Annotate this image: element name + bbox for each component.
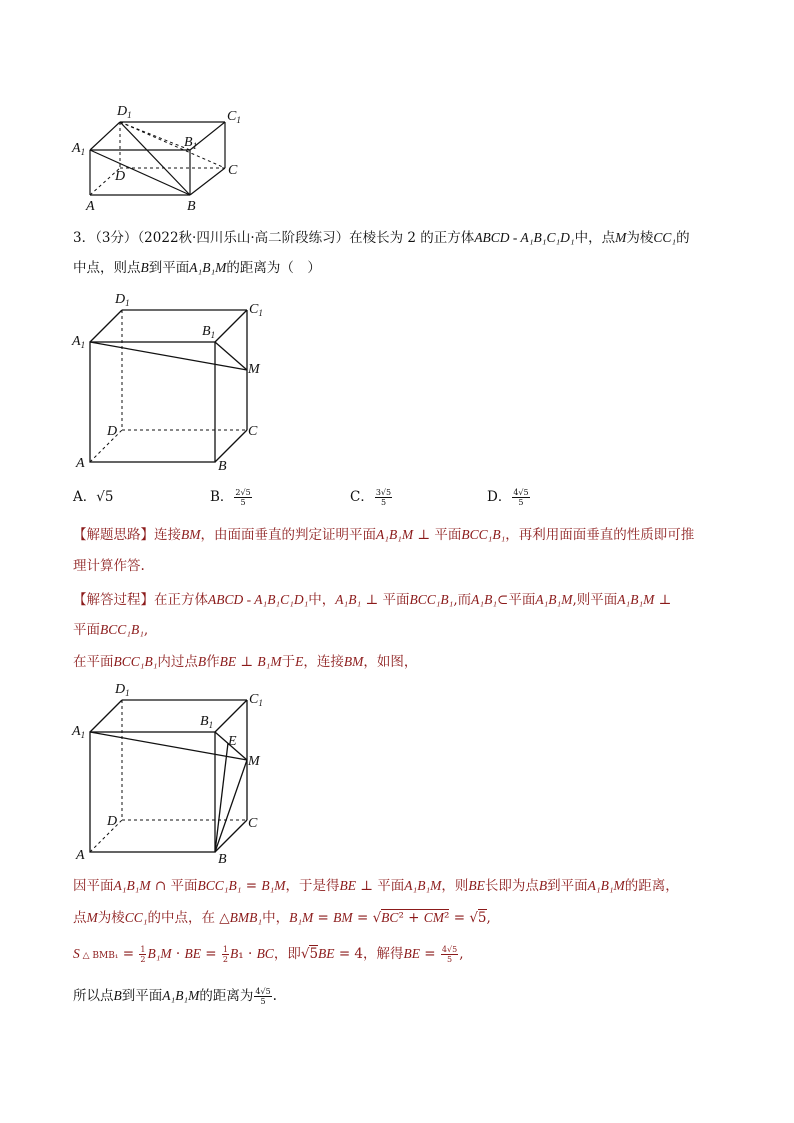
question-line-1: 3．（3分）（2022秋·四川乐山·高二阶段练习）在棱长为 2 的正方体ABCD - A₁B₁C₁D₁中，点M为棱CC₁的 xyxy=(73,230,690,246)
solution-process-line-7: 所以点B到平面A₁B₁M的距离为 $\frac{4√5}{5}$ . xyxy=(73,987,277,1006)
option-c[interactable]: C． $\frac{3√5}{5}$ xyxy=(350,488,392,507)
svg-text:B: B xyxy=(187,199,196,214)
svg-text:B1: $B_1$ xyxy=(184,135,198,151)
solution-process-line-4: 因平面A₁B₁M ∩ 平面BCC₁B₁ = B₁M，于是得BE ⊥ 平面A₁B₁M，则BE长即为点B到平面A₁B₁M的距离， xyxy=(73,878,679,894)
option-a[interactable]: A．√5 xyxy=(73,489,114,505)
svg-text:D1: $D_1$ xyxy=(115,682,130,698)
svg-text:D: D xyxy=(107,424,118,439)
solution-process-line-6: S △ BMB₁ = $\frac{1}{2}$ B₁M · BE = $\frac{1}{2}$ B₁ · BC，即√5BE = 4，解得BE = $\frac{4√5}{5}$ , xyxy=(73,945,464,964)
svg-text:D: D xyxy=(115,169,126,184)
solution-process-line-1: 【解答过程】在正方体ABCD - A₁B₁C₁D₁中，A₁B₁ ⊥ 平面BCC₁B₁,而A₁B₁⊂平面A₁B₁M,则平面A₁B₁M ⊥ xyxy=(73,592,672,608)
svg-text:C: C xyxy=(228,163,238,178)
svg-text:C1: $C_1$ xyxy=(249,692,263,708)
svg-text:A: A xyxy=(76,456,85,471)
svg-text:C1: $C_1$ xyxy=(227,109,241,125)
solution-process-line-2: 平面BCC₁B₁, xyxy=(73,622,149,638)
svg-text:B: B xyxy=(218,852,227,867)
svg-text:C1: $C_1$ xyxy=(249,302,263,318)
svg-text:D: D xyxy=(107,814,118,829)
svg-text:A1: $A_1$ xyxy=(72,724,86,740)
option-d[interactable]: D． $\frac{4√5}{5}$ xyxy=(487,488,529,507)
svg-text:C: C xyxy=(248,816,258,831)
svg-text:A: A xyxy=(86,199,95,214)
figure-cube-solution xyxy=(70,675,280,865)
figure-top-prism xyxy=(70,100,250,215)
svg-text:A1: $A_1$ xyxy=(72,334,86,350)
svg-text:A1: $A_1$ xyxy=(72,141,86,157)
solution-process-line-3: 在平面BCC₁B₁内过点B作BE ⊥ B₁M于E，连接BM，如图， xyxy=(73,654,418,670)
figure-cube-question xyxy=(70,285,280,475)
solution-idea-line-1: 【解题思路】连接BM，由面面垂直的判定证明平面A₁B₁M ⊥ 平面BCC₁B₁，再利用面面垂直的性质即可推 xyxy=(73,527,695,543)
solution-process-line-5: 点M为棱CC₁的中点，在 △BMB₁中，B₁M = BM = √BC² + CM² = √5, xyxy=(73,910,491,926)
solution-idea-line-2: 理计算作答. xyxy=(73,558,145,574)
svg-text:E: E xyxy=(228,734,237,749)
svg-text:C: C xyxy=(248,424,258,439)
option-b[interactable]: B． $\frac{2√5}{5}$ xyxy=(210,488,251,507)
svg-text:M: M xyxy=(248,362,260,377)
svg-text:B1: $B_1$ xyxy=(200,714,214,730)
svg-text:D1: $D_1$ xyxy=(115,292,130,308)
svg-text:B: B xyxy=(218,459,227,474)
svg-text:A: A xyxy=(76,848,85,863)
svg-text:B1: $B_1$ xyxy=(202,324,216,340)
svg-text:D1: $D_1$ xyxy=(117,104,132,120)
question-line-2: 中点，则点B到平面A₁B₁M的距离为（ ） xyxy=(73,260,321,276)
svg-text:M: M xyxy=(248,754,260,769)
